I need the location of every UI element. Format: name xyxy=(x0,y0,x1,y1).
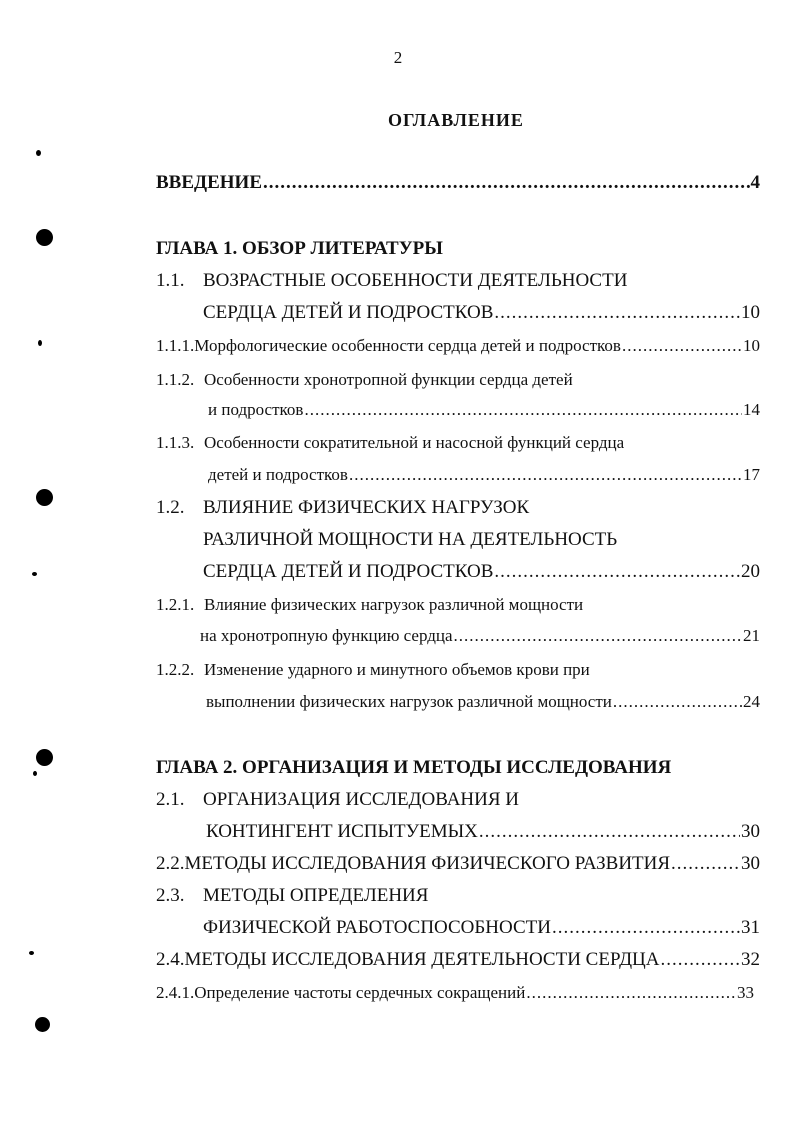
toc-page-number: 21 xyxy=(743,626,760,645)
section-number: 1.2.2. xyxy=(156,660,195,679)
section-number: 2.2. xyxy=(156,853,185,874)
leader-dots xyxy=(479,821,740,843)
leader-dots xyxy=(494,302,740,324)
leader-dots xyxy=(660,949,740,971)
page-number: 2 xyxy=(393,48,403,67)
section-title: РАЗЛИЧНОЙ МОЩНОСТИ НА ДЕЯТЕЛЬНОСТЬ xyxy=(203,529,618,550)
section-title: Особенности хронотропной функции сердца детей xyxy=(204,370,573,389)
speck-mark xyxy=(29,951,34,955)
leader-dots xyxy=(671,853,740,875)
section-number: 1.1.1. xyxy=(156,336,195,355)
leader-dots xyxy=(263,172,750,194)
section-title: СЕРДЦА ДЕТЕЙ И ПОДРОСТКОВ xyxy=(203,302,494,323)
section-title: МЕТОДЫ ОПРЕДЕЛЕНИЯ xyxy=(203,885,429,906)
toc-page-number: 10 xyxy=(743,336,760,355)
speck-mark xyxy=(33,771,37,776)
section-title: МЕТОДЫ ИССЛЕДОВАНИЯ ФИЗИЧЕСКОГО РАЗВИТИЯ xyxy=(184,853,671,874)
leader-dots xyxy=(304,400,742,420)
section-title: Особенности сократительной и насосной функций сердца xyxy=(204,433,625,452)
leader-dots xyxy=(349,465,742,485)
toc-entry-intro[interactable] xyxy=(156,172,760,194)
speck-mark xyxy=(36,150,41,156)
section-title: ВЛИЯНИЕ ФИЗИЧЕСКИХ НАГРУЗОК xyxy=(203,497,530,518)
binder-hole-mark xyxy=(36,489,53,506)
section-title: СЕРДЦА ДЕТЕЙ И ПОДРОСТКОВ xyxy=(203,561,494,582)
leader-dots xyxy=(552,917,740,939)
section-number: 2.1. xyxy=(156,789,185,810)
section-title: КОНТИНГЕНТ ИСПЫТУЕМЫХ xyxy=(206,821,478,842)
toc-page-number: 14 xyxy=(743,400,760,419)
chapter-heading[interactable] xyxy=(156,238,443,260)
section-number: 2.4. xyxy=(156,949,185,970)
section-number: 1.1.2. xyxy=(156,370,195,389)
toc-page-number: 30 xyxy=(741,821,760,842)
section-title: ВОЗРАСТНЫЕ ОСОБЕННОСТИ ДЕЯТЕЛЬНОСТИ xyxy=(203,270,628,291)
toc-page-number: 33 xyxy=(737,983,754,1002)
section-number: 2.4.1. xyxy=(156,983,195,1002)
section-title: и подростков xyxy=(208,400,304,419)
section-title: Влияние физических нагрузок различной мощности xyxy=(204,595,584,614)
toc-page-number: 31 xyxy=(741,917,760,938)
toc-page-number: 20 xyxy=(741,561,760,582)
leader-dots xyxy=(494,561,740,583)
section-number: 1.2. xyxy=(156,497,185,518)
section-title: Определение частоты сердечных сокращений xyxy=(194,983,526,1002)
section-number: 2.3. xyxy=(156,885,185,906)
toc-page-number: 4 xyxy=(750,172,760,193)
toc-page-number: 32 xyxy=(741,949,760,970)
toc-page-number: 30 xyxy=(741,853,760,874)
leader-dots xyxy=(613,692,742,712)
section-title: ОРГАНИЗАЦИЯ ИССЛЕДОВАНИЯ И xyxy=(203,789,520,810)
section-title: выполнении физических нагрузок различной мощности xyxy=(206,692,612,711)
binder-hole-mark xyxy=(36,229,53,246)
chapter-title: ГЛАВА 2. ОРГАНИЗАЦИЯ И МЕТОДЫ ИССЛЕДОВАНИЯ xyxy=(156,757,672,778)
section-number: 1.1. xyxy=(156,270,185,291)
section-number: 1.2.1. xyxy=(156,595,195,614)
toc-intro-label: ВВЕДЕНИЕ xyxy=(156,172,262,193)
chapter-title: ГЛАВА 1. ОБЗОР ЛИТЕРАТУРЫ xyxy=(156,238,443,259)
section-title: МЕТОДЫ ИССЛЕДОВАНИЯ ДЕЯТЕЛЬНОСТИ СЕРДЦА xyxy=(184,949,660,970)
toc-page-number: 10 xyxy=(741,302,760,323)
section-number: 1.1.3. xyxy=(156,433,195,452)
leader-dots xyxy=(454,626,742,646)
section-title: на хронотропную функцию сердца xyxy=(200,626,453,645)
toc-page-number: 24 xyxy=(743,692,760,711)
chapter-heading[interactable] xyxy=(156,757,671,779)
section-title: Морфологические особенности сердца детей и подростков xyxy=(194,336,621,355)
toc-page-number: 17 xyxy=(743,465,760,484)
section-title: Изменение ударного и минутного объемов крови при xyxy=(204,660,590,679)
binder-hole-mark xyxy=(35,1017,50,1032)
speck-mark xyxy=(32,572,37,576)
toc-title: ОГЛАВЛЕНИЕ xyxy=(388,110,524,130)
leader-dots xyxy=(526,983,736,1003)
leader-dots xyxy=(622,336,742,356)
section-title: ФИЗИЧЕСКОЙ РАБОТОСПОСОБНОСТИ xyxy=(203,917,551,938)
binder-hole-mark xyxy=(36,749,53,766)
speck-mark xyxy=(38,340,42,346)
section-title: детей и подростков xyxy=(208,465,348,484)
